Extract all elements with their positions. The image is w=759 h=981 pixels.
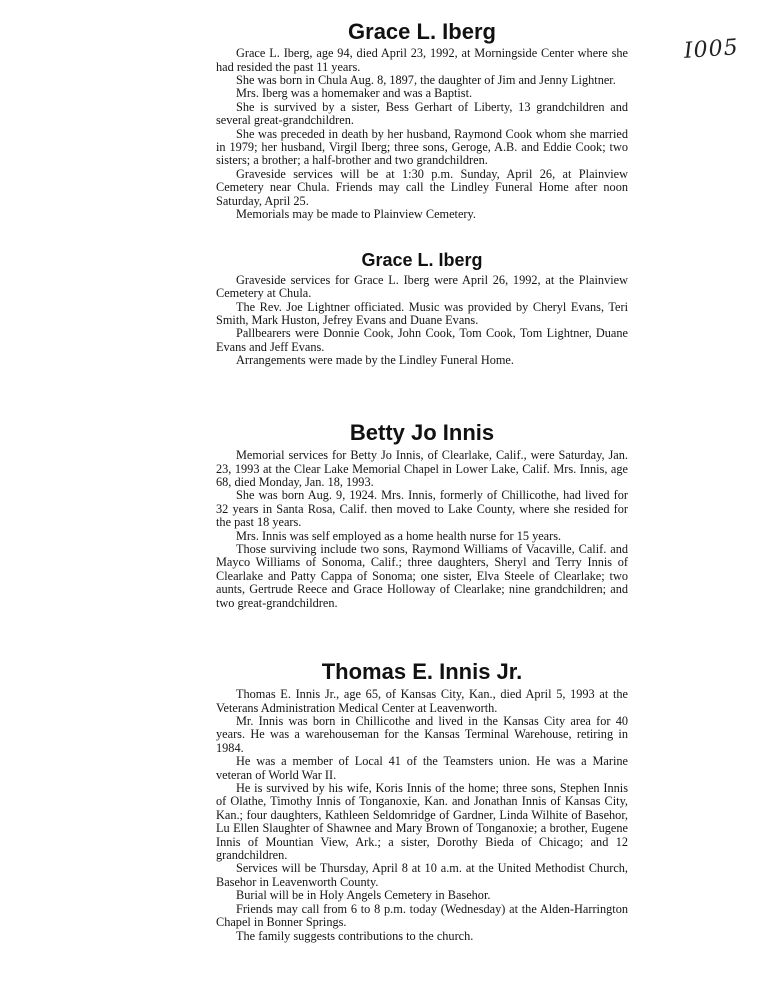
obituary-paragraph: The family suggests contributions to the church. [236,928,474,943]
obituary-grace-iberg [216,20,628,221]
obituary-paragraph: She was born in Chula Aug. 8, 1897, the daughter of Jim and Jenny Lightner. [236,73,616,87]
obituary-paragraph: Friends may call from 6 to 8 p.m. today (Wednesday) at the Alden-Harrington Chapel in Bonner Springs. [216,901,628,930]
obituary-paragraph: Mr. Innis was born in Chillicothe and lived in the Kansas City area for 40 years. He was a warehouseman for the Kansas Terminal Warehouse, retiring in 1984. [216,714,628,755]
obituary-paragraph: He was a member of Local 41 of the Teamsters union. He was a Marine veteran of World War II. [216,754,628,782]
obituary-paragraph: Grace L. Iberg, age 94, died April 23, 1992, at Morningside Center where she had resided the past 11 years. [216,46,628,74]
handwritten-annotation: I005 [683,35,740,64]
obituary-paragraph: Graveside services will be at 1:30 p.m. Sunday, April 26, at Plainview Cemetery near Chula. Friends may call the Lindley Funeral Home after noon Saturday, April 25. [216,166,628,208]
obituary-paragraph: The Rev. Joe Lightner officiated. Music was provided by Cheryl Evans, Teri Smith, Mark Huston, Jefrey Evans and Duane Evans. [216,299,628,328]
obituary-title: Grace L. Iberg [361,250,483,270]
obituary-paragraph: Arrangements were made by the Lindley Funeral Home. [236,353,514,368]
obituary-paragraph: Pallbearers were Donnie Cook, John Cook, Tom Cook, Tom Lightner, Duane Evans and Jeff Evans. [216,326,628,354]
obituary-paragraph: She was preceded in death by her husband, Raymond Cook whom she married in 1979; her husband, Virgil Iberg; three sons, Geroge, A.B. and Eddie Cook; two sisters; a brother; a half-brother and two grandchildren. [216,126,628,168]
obituary-body [216,47,628,221]
obituary-body [216,688,628,943]
obituary-title: Betty Jo Innis [349,420,495,445]
obituary-paragraph: Graveside services for Grace L. Iberg were April 26, 1992, at the Plainview Cemetery at Chula. [216,272,628,301]
obituary-paragraph: He is survived by his wife, Koris Innis of the home; three sons, Stephen Innis of Olathe, Timothy Innis of Tonganoxie, Kan. and Jonathan Innis of Kansas City, Kan.; four daughters, Kathleen Seldomridge of Gardner, Linda Wilhite of Basehor, Lu Ellen Slaughter of Shawnee and Mary Brown of Tonganoxie; a brother, Eugene Innis of Mountian View, Ark.; a sister, Dorothy Bieda of Chicago; and 12 grandchildren. [216,781,628,863]
obituary-paragraph: Services will be Thursday, April 8 at 10 a.m. at the United Methodist Church, Basehor in Leavenworth County. [216,861,628,889]
obituary-title: Grace L. Iberg [348,19,496,44]
obituary-body [216,274,628,368]
obituary-title: Thomas E. Innis Jr. [321,659,523,684]
obituary-paragraph: Those surviving include two sons, Raymond Williams of Vacaville, Calif. and Mayco Williams of Sonoma, Calif.; three daughters, Sheryl and Terry Innis of Clearlake and Patty Cappa of Sonoma; one sister, Elva Steele of Clearlake; two aunts, Gertrude Reece and Grace Holloway of Clearlake; nine grandchildren; and two great-grandchildren. [216,542,628,610]
obituary-grace-iberg-services [216,251,628,368]
obituary-paragraph: Memorials may be made to Plainview Cemetery. [236,207,476,222]
obituary-paragraph: Mrs. Innis was self employed as a home health nurse for 15 years. [236,528,562,543]
obituary-paragraph: Burial will be in Holy Angels Cemetery in Basehor. [236,888,491,903]
obituary-paragraph: Memorial services for Betty Jo Innis, of Clearlake, Calif., were Saturday, Jan. 23, 1993 at the Clear Lake Memorial Chapel in Lower Lake, Calif. Mrs. Innis, age 68, died Monday, Jan. 18, 1993. [216,448,628,489]
obituary-paragraph: Mrs. Iberg was a homemaker and was a Baptist. [236,86,473,101]
obituary-paragraph: She was born Aug. 9, 1924. Mrs. Innis, formerly of Chillicothe, had lived for 32 years in Santa Rosa, Calif. then moved to Lake County, where she resided for the past 18 years. [216,488,628,530]
obituary-betty-jo-innis [216,421,628,610]
obituary-paragraph: She is survived by a sister, Bess Gerhart of Liberty, 13 grandchildren and several great-grandchildren. [216,99,628,128]
obituary-thomas-innis-jr [216,660,628,943]
obituary-paragraph: Thomas E. Innis Jr., age 65, of Kansas City, Kan., died April 5, 1993 at the Veterans Administration Medical Center at Leavenworth. [216,687,628,715]
obituary-body [216,449,628,610]
